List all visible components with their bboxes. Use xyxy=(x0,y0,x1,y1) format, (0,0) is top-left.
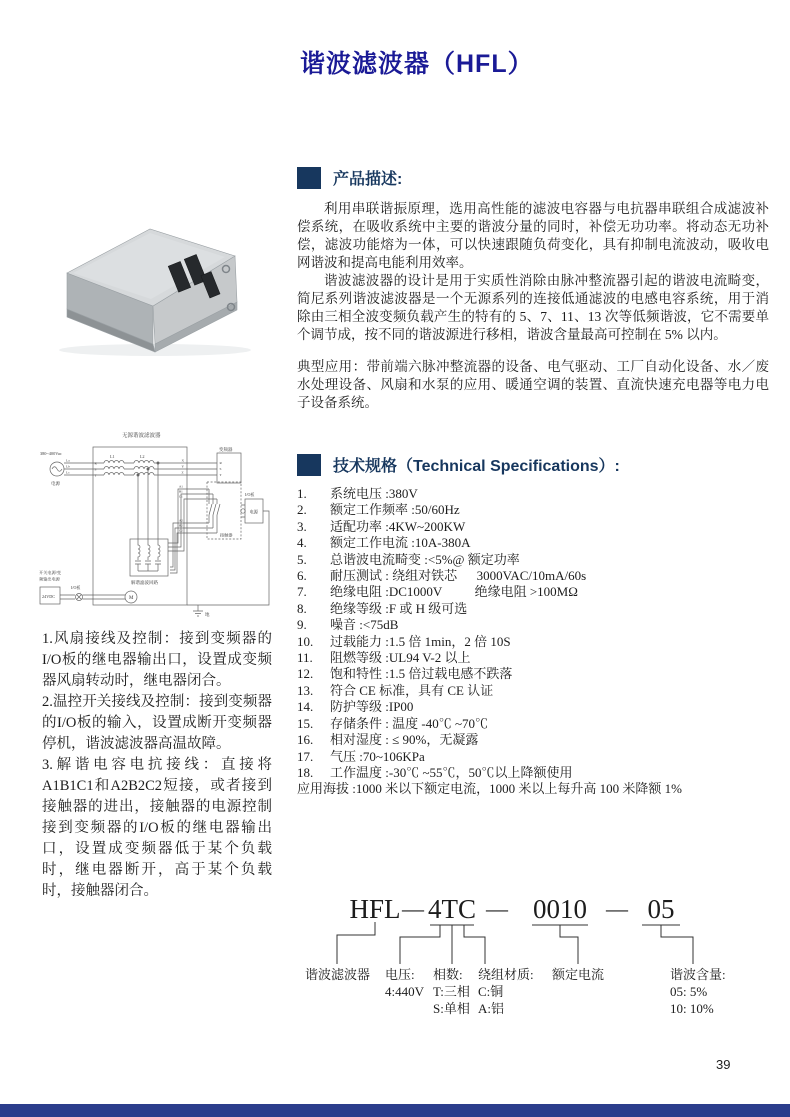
spec-item-text: 饱和特性 :1.5 倍过载电感不跌落 xyxy=(330,666,513,682)
spec-item xyxy=(297,519,777,535)
motor-label: M xyxy=(129,596,134,601)
spec-item-text: 气压 :70~106KPa xyxy=(330,748,425,764)
spec-item xyxy=(297,502,777,518)
wiring-diagram xyxy=(38,427,276,627)
description-paragraph: 谐波滤波器的设计是用于实质性消除由脉冲整流器引起的谐波电流畸变，简尼系列谐波滤波器是一个无源系列的连接低通滤波的电感电容系统，用于消除由三相全波变频负载产生的特有的 5、7、11、13 次等低频谐波，它不需要单个调节成，按不同的谐波源进行移相，谐波含量最高可控制在 5% 以内。 xyxy=(297,273,769,342)
cap-circuit-label: 解谐滤波回路 xyxy=(131,580,158,585)
legend-winding-title: 绕组材质: xyxy=(478,967,534,982)
ground-label: 地 xyxy=(205,612,210,617)
spec-item-text: 防护等级 :IP00 xyxy=(330,699,414,715)
vfd-terminal-label: S xyxy=(219,467,222,471)
vfd-terminal-label: T xyxy=(219,473,222,477)
spec-item-number: 3. xyxy=(297,518,307,534)
description-block xyxy=(297,200,769,412)
diagram-labels xyxy=(39,431,259,617)
source-voltage-label: 380~400Vac xyxy=(40,451,62,456)
legend-voltage-option: 4:440V xyxy=(385,984,424,999)
cap-terminal-label: B2 xyxy=(179,523,183,528)
spec-item xyxy=(297,617,777,633)
phase-label: Lc xyxy=(66,470,70,475)
description-paragraph-applications: 典型应用：带前端六脉冲整流器的设备、电气驱动、工厂自动化设备、水／废水处理设备、风扇和水泵的应用、暖通空调的装置、直流快速充电器等电力电子设备系统。 xyxy=(297,359,769,410)
spec-item-text: 过载能力 :1.5 倍 1min，2 倍 10S xyxy=(330,633,511,649)
spec-item-text: 适配功率 :4KW~200KW xyxy=(330,518,466,534)
legend-winding-option: A:铝 xyxy=(478,1001,505,1016)
spec-item-text: 存储条件 : 温度 -40℃ ~70℃ xyxy=(330,715,488,731)
page-number: 39 xyxy=(716,1057,731,1072)
input-terminal-label: R xyxy=(94,461,97,466)
diagram-lines xyxy=(40,447,269,616)
spec-item-text: 噪音 :<75dB xyxy=(330,617,399,633)
product-photo xyxy=(55,211,277,359)
spec-item xyxy=(297,650,777,666)
spec-item-text: 额定工作电流 :10A-380A xyxy=(330,535,471,551)
cap-terminal-label: C2 xyxy=(179,528,183,533)
section-heading-specs: 技术规格（Technical Specifications）: xyxy=(333,458,620,475)
spec-item xyxy=(297,765,777,781)
section-header-specs xyxy=(297,453,620,476)
output-terminal-label: X xyxy=(181,458,185,463)
spec-item xyxy=(297,732,777,748)
spec-item-number: 2. xyxy=(297,502,307,518)
contactor-power-label: 电源 xyxy=(249,509,259,515)
legend-voltage-title: 电压: xyxy=(385,967,415,982)
psu-box-label: 24VDC xyxy=(42,594,56,599)
legend-phase-title: 相数: xyxy=(433,967,463,982)
output-terminal-label: Y xyxy=(181,464,185,469)
spec-list xyxy=(297,486,777,798)
spec-item-number: 13. xyxy=(297,682,314,698)
spec-item xyxy=(297,584,777,600)
section-heading-description: 产品描述: xyxy=(333,171,403,188)
spec-item-number: 6. xyxy=(297,568,307,584)
legend-phase-option: S:单相 xyxy=(433,1001,470,1016)
wiring-note: 3.解谐电容电抗接线：直接将A1B1C1和A2B2C2短接，或者接到接触器的进出，接触器的电源控制接到变频器的I/O板的继电器输出口，设置成变频器低于某个负载时，继电器断开，高于某个负载时，接触器闭合。 xyxy=(42,757,272,899)
spec-item-number: 14. xyxy=(297,699,314,715)
section-header-description xyxy=(297,166,402,189)
inductor-label: L1 xyxy=(110,454,115,459)
legend-phase-option: T:三相 xyxy=(433,984,470,999)
model-segment: 0010 xyxy=(533,894,587,924)
input-terminal-label: T xyxy=(94,473,97,478)
legend-harmonic-option: 10: 10% xyxy=(670,1001,714,1016)
legend-harmonic-title: 谐波含量: xyxy=(670,967,726,982)
phase-label: Lb xyxy=(66,464,70,469)
wiring-notes xyxy=(42,629,272,902)
spec-item-text: 额定工作频率 :50/60Hz xyxy=(330,502,460,518)
spec-item-number: 12. xyxy=(297,666,314,682)
spec-item xyxy=(297,683,777,699)
vfd-terminal-label: R xyxy=(219,461,222,465)
spec-item-number: 16. xyxy=(297,732,314,748)
model-dash: — xyxy=(606,896,628,921)
model-dash: — xyxy=(486,896,508,921)
spec-item-text: 相对湿度 : ≤ 90%，无凝露 xyxy=(330,732,479,748)
legend-winding-option: C:铜 xyxy=(478,984,504,999)
legend-harmonic-option: 05: 5% xyxy=(670,984,708,999)
spec-item-number: 18. xyxy=(297,764,314,780)
spec-item-number: 7. xyxy=(297,584,307,600)
spec-item-number: 10. xyxy=(297,633,314,649)
output-terminal-label: Z xyxy=(181,470,184,475)
inductor-label: L2 xyxy=(140,454,145,459)
spec-altitude-note: 应用海拔 :1000 米以下额定电流，1000 米以上每升高 100 米降额 1% xyxy=(297,781,682,797)
spec-item-number: 4. xyxy=(297,535,307,551)
spec-item-text: 绝缘电阻 :DC1000V 绝缘电阻 >100MΩ xyxy=(330,584,578,600)
page-title: 谐波滤波器（HFL） xyxy=(300,50,534,78)
spec-item xyxy=(297,634,777,650)
psu-label-line2: 频输出电源 xyxy=(39,576,60,582)
section-marker-icon xyxy=(297,454,321,476)
spec-item-text: 总谐波电流畸变 :<5%@ 额定功率 xyxy=(330,551,520,567)
spec-item-number: 8. xyxy=(297,600,307,616)
spec-item xyxy=(297,535,777,551)
cap-terminal-label: C1 xyxy=(179,494,183,499)
footer-bar xyxy=(0,1104,790,1117)
cap-terminal-label: A1 xyxy=(179,484,183,489)
io-board-label: I/O板 xyxy=(245,492,255,497)
model-dash: — xyxy=(402,896,424,921)
spec-item xyxy=(297,716,777,732)
model-code-lines xyxy=(337,922,693,964)
model-segment: HFL xyxy=(349,894,401,924)
model-code-diagram xyxy=(300,892,770,1042)
spec-item-number: 1. xyxy=(297,486,307,501)
diagram-title: 无源谐波滤波器 xyxy=(122,433,161,439)
model-code-legend xyxy=(305,967,726,1016)
model-segment: 05 xyxy=(647,894,675,924)
spec-item xyxy=(297,552,777,568)
cap-terminal-label: B1 xyxy=(179,489,183,494)
spec-item xyxy=(297,699,777,715)
spec-item xyxy=(297,666,777,682)
input-terminal-label: S xyxy=(94,467,97,472)
spec-item xyxy=(297,749,777,765)
spec-item xyxy=(297,601,777,617)
spec-item-text: 符合 CE 标准，具有 CE 认证 xyxy=(330,682,494,698)
spec-item-text: 耐压测试 : 绕组对铁芯 3000VAC/10mA/60s xyxy=(330,568,587,584)
description-paragraph: 利用串联谐振原理，选用高性能的滤波电容器与电抗器串联组合成滤波补偿系统，在吸收系统中主要的谐波分量的同时，补偿无功功率。将动态无功补偿，滤波功能熔为一体，可以快速跟随负荷变化，具有抑制电流波动，吸收电网谐波和提高电能利用效率。 xyxy=(297,201,769,270)
wiring-note: 1.风扇接线及控制：接到变频器的I/O板的继电器输出口，设置成变频器风扇转动时，继电器闭合。 xyxy=(42,631,272,689)
wiring-note: 2.温控开关接线及控制：接到变频器的I/O板的输入，设置成断开变频器停机，谐波滤波器高温故障。 xyxy=(42,694,272,752)
contactor-label: 接触器 xyxy=(220,532,233,538)
source-label: 电源 xyxy=(51,481,60,486)
spec-item xyxy=(297,568,777,584)
spec-item-text: 绝缘等级 :F 或 H 级可选 xyxy=(330,600,468,616)
model-code-segments xyxy=(349,894,674,924)
spec-item xyxy=(297,486,777,502)
spec-item-number: 11. xyxy=(297,650,313,666)
psu-label-line1: 开关电源/变 xyxy=(39,570,62,575)
phase-label: La xyxy=(66,458,70,463)
vfd-label: 变频器 xyxy=(219,447,233,452)
spec-item-text: 系统电压 :380V xyxy=(330,486,418,501)
spec-item-number: 5. xyxy=(297,551,307,567)
spec-item-text: 工作温度 :-30℃ ~55℃，50℃以上降额使用 xyxy=(330,764,573,780)
section-marker-icon xyxy=(297,167,321,189)
legend-product: 谐波滤波器 xyxy=(305,967,371,982)
spec-item-number: 17. xyxy=(297,748,314,764)
spec-item-number: 15. xyxy=(297,715,314,731)
spec-item-number: 9. xyxy=(297,617,307,633)
legend-current-title: 额定电流 xyxy=(552,967,605,982)
spec-item-text: 阻燃等级 :UL94 V-2 以上 xyxy=(330,650,471,666)
cap-terminal-label: A2 xyxy=(179,518,183,523)
fan-io-label: I/O板 xyxy=(71,585,81,590)
model-segment: 4TC xyxy=(427,894,477,924)
